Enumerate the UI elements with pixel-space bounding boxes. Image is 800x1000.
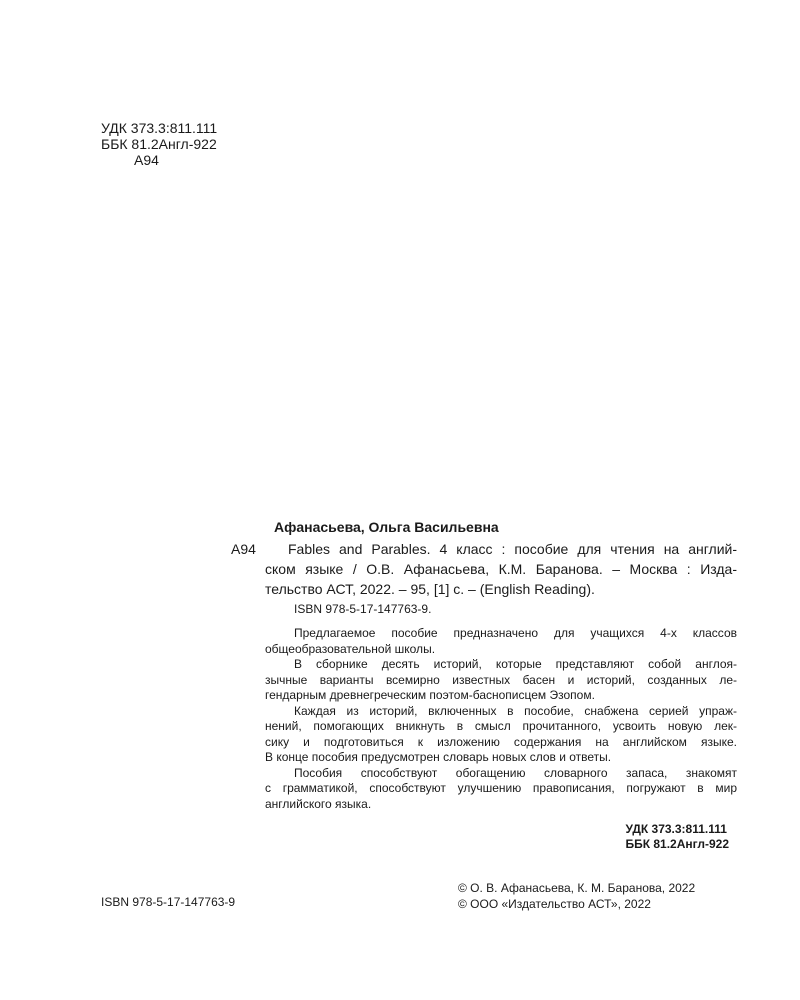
annotation	[265, 626, 737, 812]
annotation-line: нений, помогающих вникнуть в смысл прочитанного, усвоить новую лек-	[265, 719, 737, 733]
author-sign: А94	[134, 152, 159, 168]
biblio-line: ском языке / О.В. Афанасьева, К.М. Баранова. – Москва : Изда-	[265, 561, 737, 577]
bibliographic-description	[265, 539, 737, 599]
card-classification-codes	[625, 822, 729, 852]
annotation-line: английского языка.	[265, 796, 372, 811]
annotation-line: Пособия способствуют обогащению словарного запаса, знакомят	[294, 765, 737, 780]
biblio-line: тельство АСТ, 2022. – 95, [1] с. – (English Reading).	[265, 581, 595, 597]
copyright-publisher: © ООО «Издательство АСТ», 2022	[458, 897, 651, 911]
udk-code: УДК 373.3:811.111	[101, 120, 218, 136]
card-udk-code: УДК 373.3:811.111	[625, 822, 727, 836]
card-cipher: А94	[231, 541, 256, 557]
copyright-block	[458, 880, 695, 912]
classification-codes	[101, 120, 217, 168]
annotation-line: общеобразовательной школы.	[265, 641, 436, 656]
annotation-line: Предлагаемое пособие предназначено для учащихся 4-х классов	[294, 626, 737, 640]
bbk-code: ББК 81.2Англ-922	[101, 136, 217, 152]
annotation-line: В сборнике десять историй, которые представляют собой англоя-	[294, 657, 737, 671]
annotation-line: зычные варианты всемирно известных басен и историй, созданных ле-	[265, 672, 737, 687]
annotation-line: В конце пособия предусмотрен словарь новых слов и ответы.	[265, 750, 612, 764]
footer-isbn: ISBN 978-5-17-147763-9	[101, 895, 236, 909]
card-isbn: ISBN 978-5-17-147763-9.	[294, 602, 432, 616]
biblio-line: Fables and Parables. 4 класс : пособие для чтения на англий-	[288, 541, 737, 557]
annotation-line: гендарным древнегреческим поэтом-баснописцем Эзопом.	[265, 688, 595, 702]
annotation-line: Каждая из историй, включенных в пособие, снабжена серией упраж-	[294, 703, 737, 718]
copyright-authors: © О. В. Афанасьева, К. М. Баранова, 2022	[458, 881, 696, 895]
annotation-line: сику и подготовиться к изложению содержания на английском языке.	[265, 734, 737, 749]
annotation-line: с грамматикой, способствуют улучшению правописания, погружают в мир	[265, 781, 737, 795]
card-bbk-code: ББК 81.2Англ-922	[625, 837, 729, 851]
author-heading: Афанасьева, Ольга Васильевна	[274, 519, 499, 535]
